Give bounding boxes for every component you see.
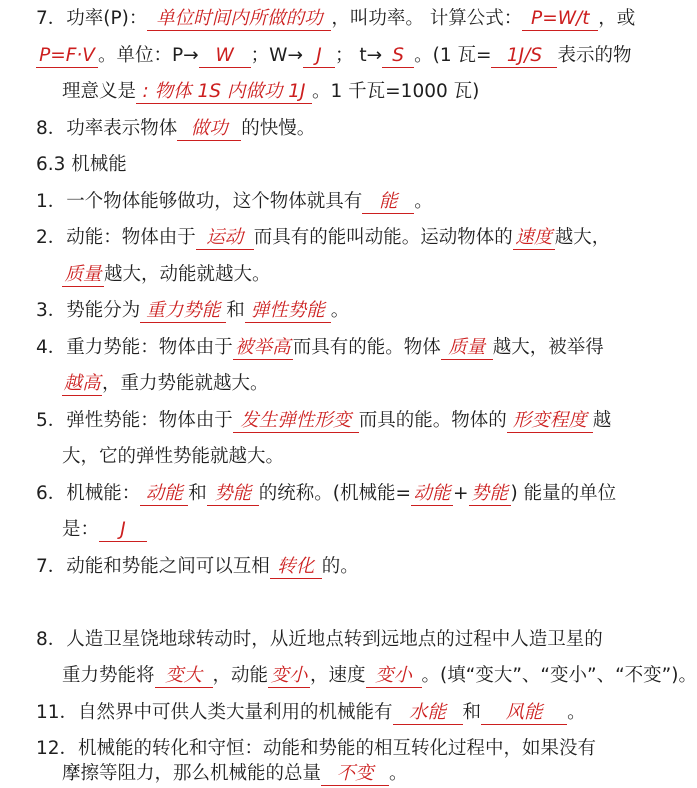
text-segment: 。(填“变大”、“变小”、“不变”)。 (421, 665, 697, 686)
text-segment: 。 (414, 191, 433, 212)
text-line (62, 79, 479, 105)
answer-blank: 单位时间内所做的功 (147, 8, 331, 31)
text-line (36, 225, 610, 251)
text-segment: 。1 千瓦=1000 瓦) (312, 81, 480, 102)
text-segment: 7．动能和势能之间可以互相 (36, 556, 270, 577)
text-segment: 12．机械能的转化和守恒：动能和势能的相互转化过程中，如果没有 (36, 738, 597, 759)
answer-blank: 形变程度 (507, 410, 593, 433)
text-segment: 和 (462, 702, 482, 723)
text-segment: 而具有的能叫动能。运动物体的 (253, 227, 513, 248)
text-segment: 6.3 机械能 (36, 154, 127, 175)
text-segment: 和 (188, 483, 207, 504)
text-segment: ，动能 (212, 665, 269, 686)
answer-blank: 质量 (441, 337, 493, 360)
text-segment: 11．自然界中可供人类大量利用的机械能有 (36, 702, 393, 723)
text-segment: 7．功率(P)： (36, 8, 148, 29)
answer-blank: 1J/S (491, 45, 557, 68)
text-segment: 2．动能：物体由于 (36, 227, 196, 248)
text-segment: 1．一个物体能够做功，这个物体就具有 (36, 191, 363, 212)
text-line (36, 700, 586, 726)
text-segment: 。 (330, 300, 350, 321)
answer-blank: 变小 (366, 665, 422, 688)
answer-blank: 转化 (270, 556, 322, 579)
text-segment: 表示的物 (557, 45, 632, 66)
answer-blank: 速度 (513, 227, 555, 250)
answer-blank: 能 (362, 191, 414, 214)
text-segment: ，重力势能就越大。 (102, 373, 269, 394)
text-segment: ，速度 (310, 665, 366, 686)
text-line (36, 408, 611, 434)
text-line (36, 43, 632, 69)
text-segment: 是： (62, 519, 100, 540)
text-segment: 理意义是 (62, 81, 137, 102)
text-segment: 越大，被举得 (492, 337, 604, 358)
answer-blank: 变大 (155, 665, 213, 688)
text-segment: 4．重力势能：物体由于 (36, 337, 233, 358)
text-line (36, 189, 433, 215)
answer-blank: 水能 (393, 702, 463, 725)
text-line (36, 116, 315, 142)
text-segment: 8．功率表示物体 (36, 118, 178, 139)
answer-blank: P=F·V (36, 45, 98, 68)
text-segment: ，叫功率。 计算公式： (331, 8, 523, 29)
answer-blank: J (303, 45, 335, 68)
text-segment: 的快慢。 (241, 118, 316, 139)
text-line (62, 262, 271, 288)
answer-blank: 弹性势能 (245, 300, 331, 323)
text-segment: 越大， (554, 227, 611, 248)
text-line (36, 335, 604, 361)
text-segment: 。(1 瓦= (414, 45, 492, 66)
text-segment: ；W→ (250, 45, 303, 66)
answer-blank: 做功 (177, 118, 241, 141)
text-segment: 。单位：P→ (98, 45, 199, 66)
answer-blank: P=W/t (522, 8, 598, 31)
text-segment: 而具的能。物体的 (358, 410, 507, 431)
text-segment: 重力势能将 (62, 665, 155, 686)
answer-blank: 动能 (411, 483, 453, 506)
text-segment: ； t→ (334, 45, 383, 66)
text-line (36, 6, 635, 32)
answer-blank: J (99, 519, 147, 542)
text-line (36, 736, 596, 762)
answer-blank: 势能 (207, 483, 259, 506)
text-segment: 3．势能分为 (36, 300, 141, 321)
text-segment: ) 能量的单位 (510, 483, 617, 504)
answer-blank: 变小 (268, 665, 310, 688)
text-segment: 越大，动能就越大。 (104, 264, 271, 285)
text-line (62, 663, 697, 689)
text-segment: 而具有的能。物体 (292, 337, 441, 358)
text-line (36, 554, 359, 580)
text-line (36, 627, 603, 653)
text-segment: 越 (592, 410, 612, 431)
text-line (62, 517, 147, 543)
answer-blank: 不变 (321, 763, 389, 786)
text-segment: 的。 (321, 556, 359, 577)
text-segment: 和 (226, 300, 245, 321)
answer-blank: : 物体 1S 内做功 1J (136, 81, 312, 104)
answer-blank: 重力势能 (140, 300, 226, 323)
answer-blank: 越高 (63, 373, 101, 394)
text-segment: ，或 (598, 8, 636, 29)
text-segment: 摩擦等阻力，那么机械能的总量 (62, 763, 322, 784)
text-line (62, 444, 284, 470)
answer-blank: 发生弹性形变 (233, 410, 359, 433)
text-segment: 大，它的弹性势能就越大。 (62, 446, 285, 467)
answer-blank: 动能 (140, 483, 188, 506)
answer-blank: S (382, 45, 414, 68)
text-line (62, 371, 269, 397)
text-segment: + (453, 483, 469, 504)
text-segment: 。 (567, 702, 586, 723)
text-segment: 的统称。(机械能= (258, 483, 412, 504)
text-segment: 5．弹性势能：物体由于 (36, 410, 233, 431)
answer-blank: 被举高 (233, 337, 293, 360)
text-segment: 6．机械能： (36, 483, 141, 504)
text-line (36, 152, 127, 178)
text-segment: 8．人造卫星饶地球转动时，从近地点转到远地点的过程中人造卫星的 (36, 629, 603, 650)
answer-blank: 运动 (196, 227, 254, 250)
answer-blank: W (199, 45, 251, 68)
answer-blank: 质量 (62, 264, 104, 287)
text-line (36, 481, 616, 507)
answer-blank: 风能 (481, 702, 567, 725)
text-line (36, 298, 349, 324)
text-line (62, 761, 408, 787)
text-segment: 。 (389, 763, 408, 784)
answer-blank: 势能 (469, 483, 511, 506)
